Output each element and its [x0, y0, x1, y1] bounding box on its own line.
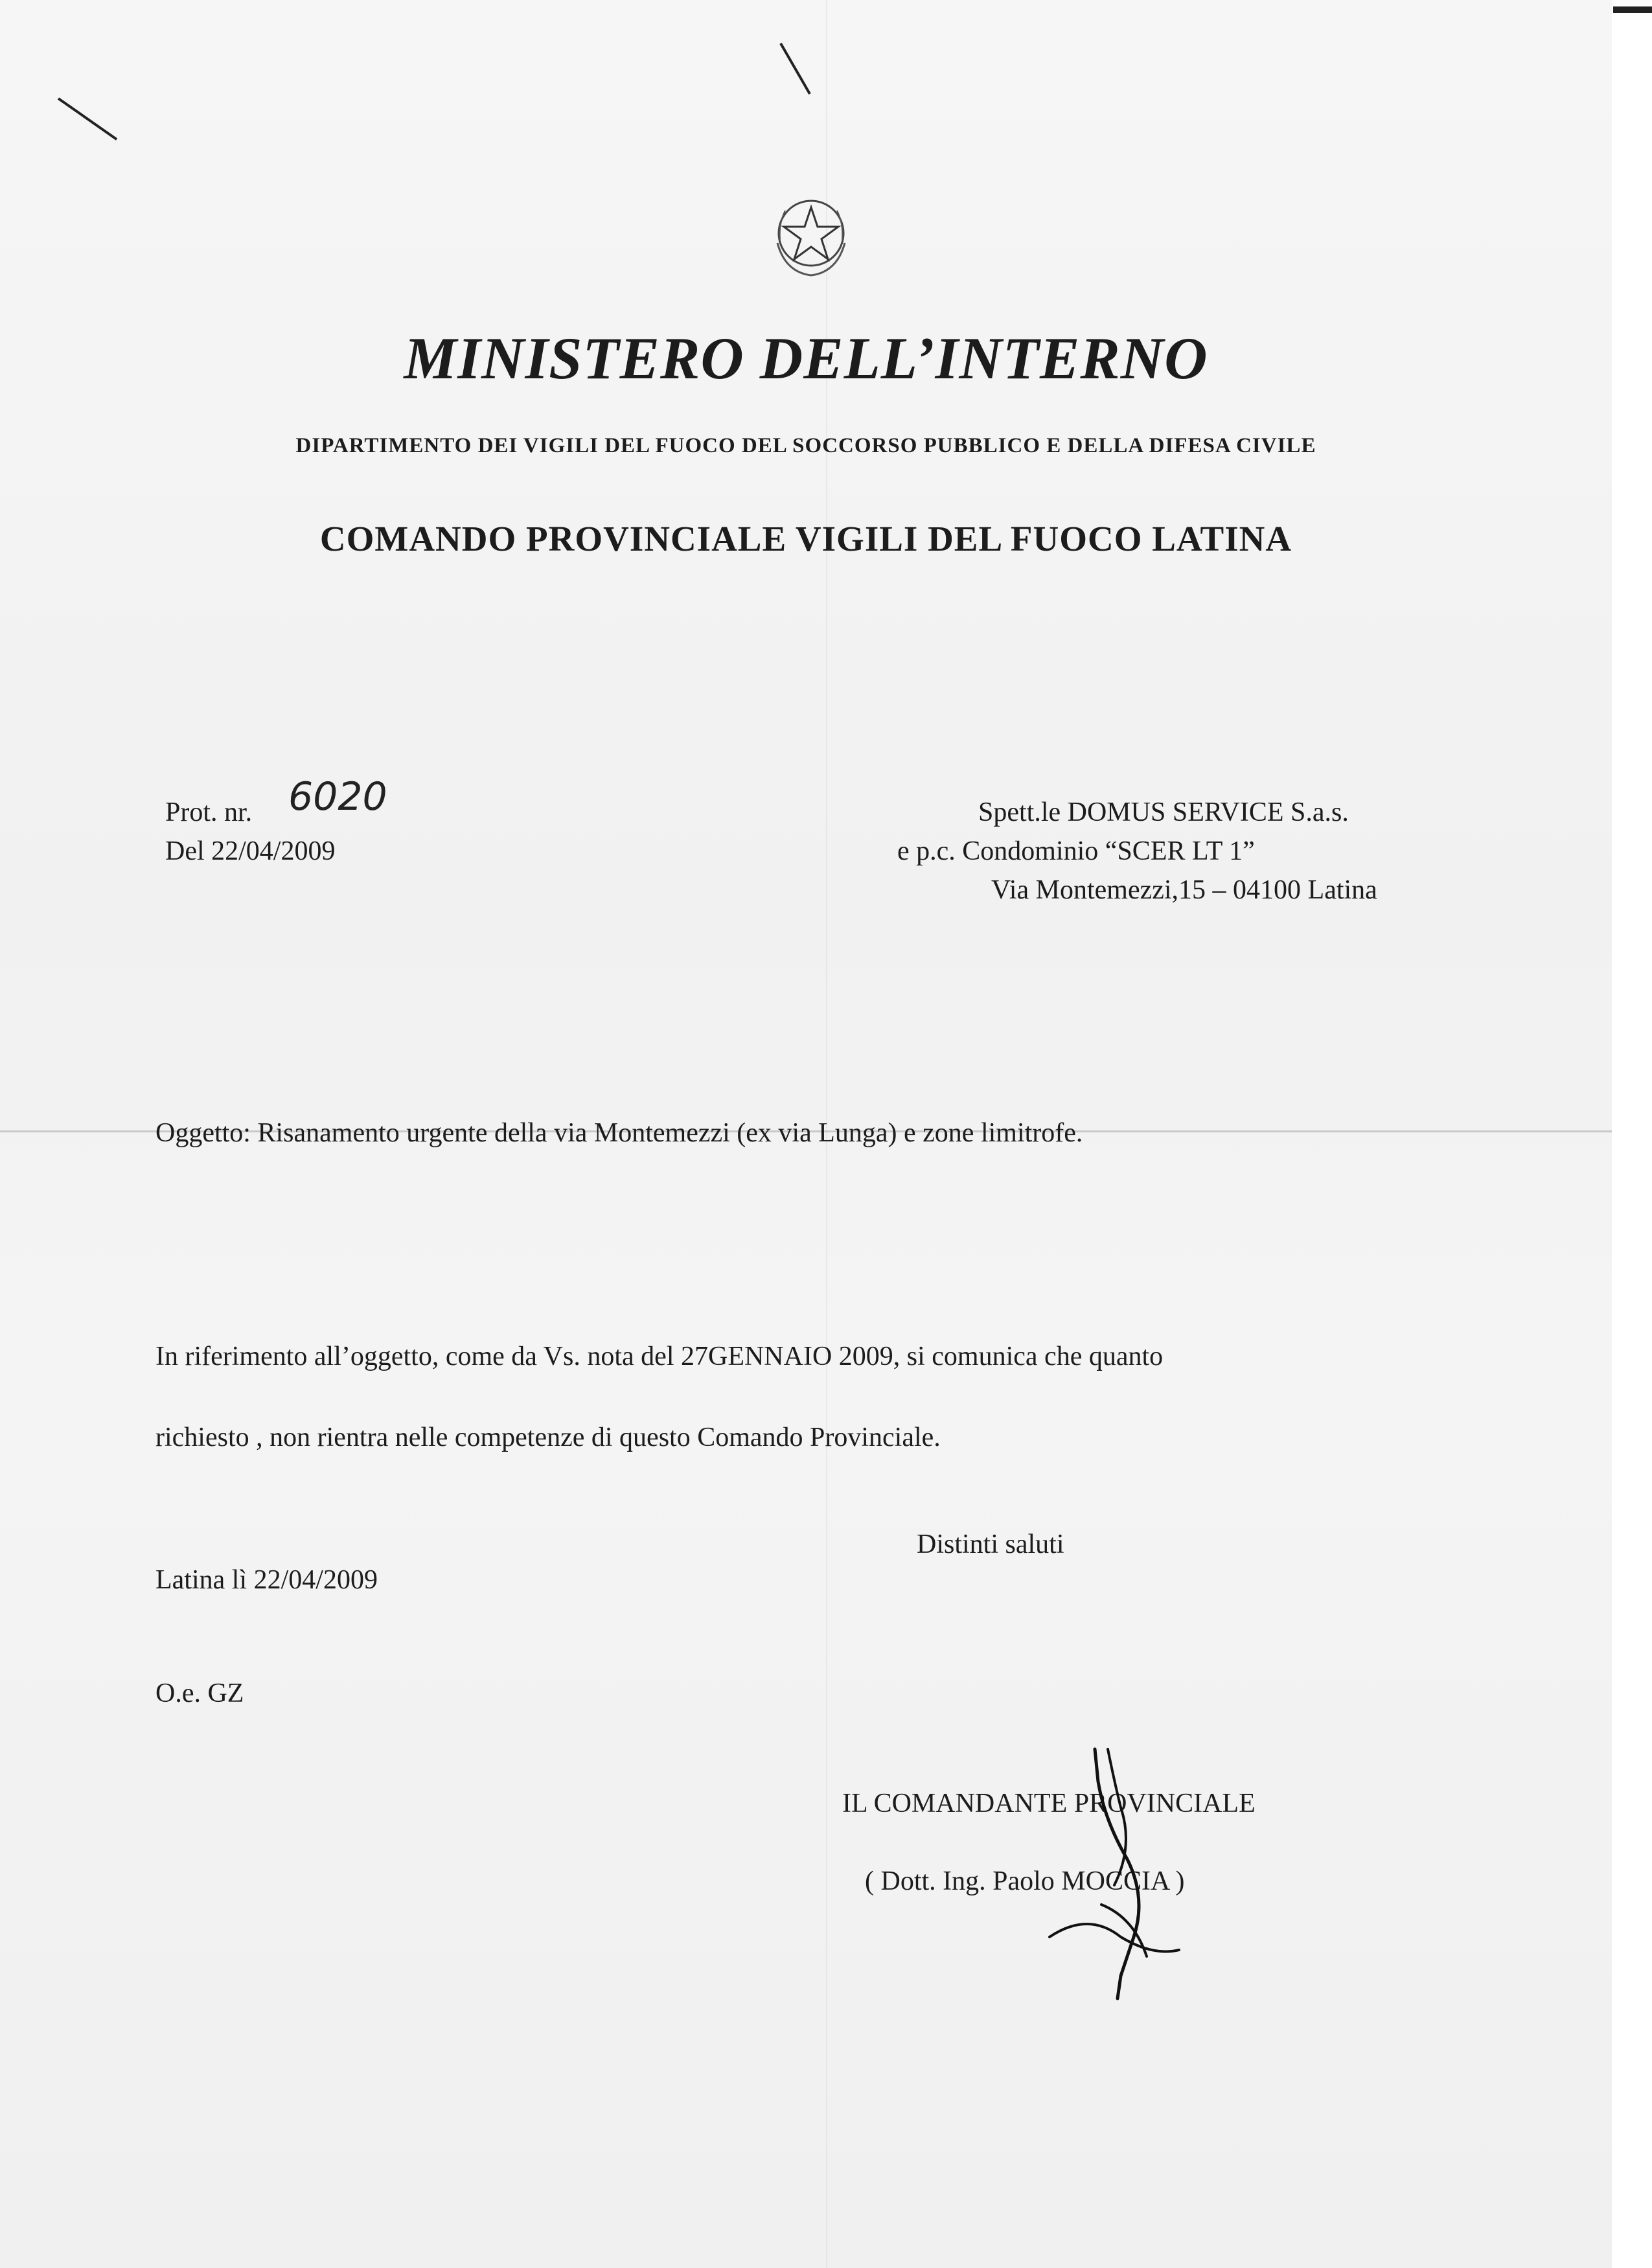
- protocol-number-handwritten: 6020: [288, 774, 387, 819]
- ministry-title: MINISTERO DELL’INTERNO: [404, 325, 1208, 391]
- recipient-line-1: Spett.le DOMUS SERVICE S.a.s.: [978, 797, 1349, 827]
- command-title: COMANDO PROVINCIALE VIGILI DEL FUOCO LATINA: [319, 519, 1292, 558]
- scan-edge-mark: [1613, 6, 1652, 13]
- scan-margin: [1612, 0, 1652, 2268]
- place-and-date: Latina lì 22/04/2009: [155, 1565, 378, 1595]
- body-line-1: In riferimento all’oggetto, come da Vs. nota del 27GENNAIO 2009, si comunica che quanto: [155, 1342, 1164, 1371]
- closing-greeting: Distinti saluti: [917, 1529, 1064, 1559]
- operator-initials: O.e. GZ: [155, 1678, 244, 1708]
- department-title: DIPARTIMENTO DEI VIGILI DEL FUOCO DEL SOCCORSO PUBBLICO E DELLA DIFESA CIVILE: [295, 434, 1316, 457]
- handwritten-signature: [1037, 1743, 1192, 2002]
- protocol-date: Del 22/04/2009: [165, 836, 336, 866]
- subject-line: Oggetto: Risanamento urgente della via Montemezzi (ex via Lunga) e zone limitrofe.: [155, 1118, 1083, 1148]
- body-line-2: richiesto , non rientra nelle competenze di questo Comando Provinciale.: [155, 1423, 941, 1452]
- signatory-name: ( Dott. Ing. Paolo MOCCIA ): [865, 1866, 1185, 1896]
- italian-republic-emblem-icon: [759, 185, 863, 288]
- recipient-address: Via Montemezzi,15 – 04100 Latina: [991, 875, 1377, 905]
- recipient-line-2: e p.c. Condominio “SCER LT 1”: [897, 836, 1255, 866]
- signatory-title: IL COMANDANTE PROVINCIALE: [842, 1789, 1256, 1818]
- protocol-label: Prot. nr.: [165, 797, 253, 827]
